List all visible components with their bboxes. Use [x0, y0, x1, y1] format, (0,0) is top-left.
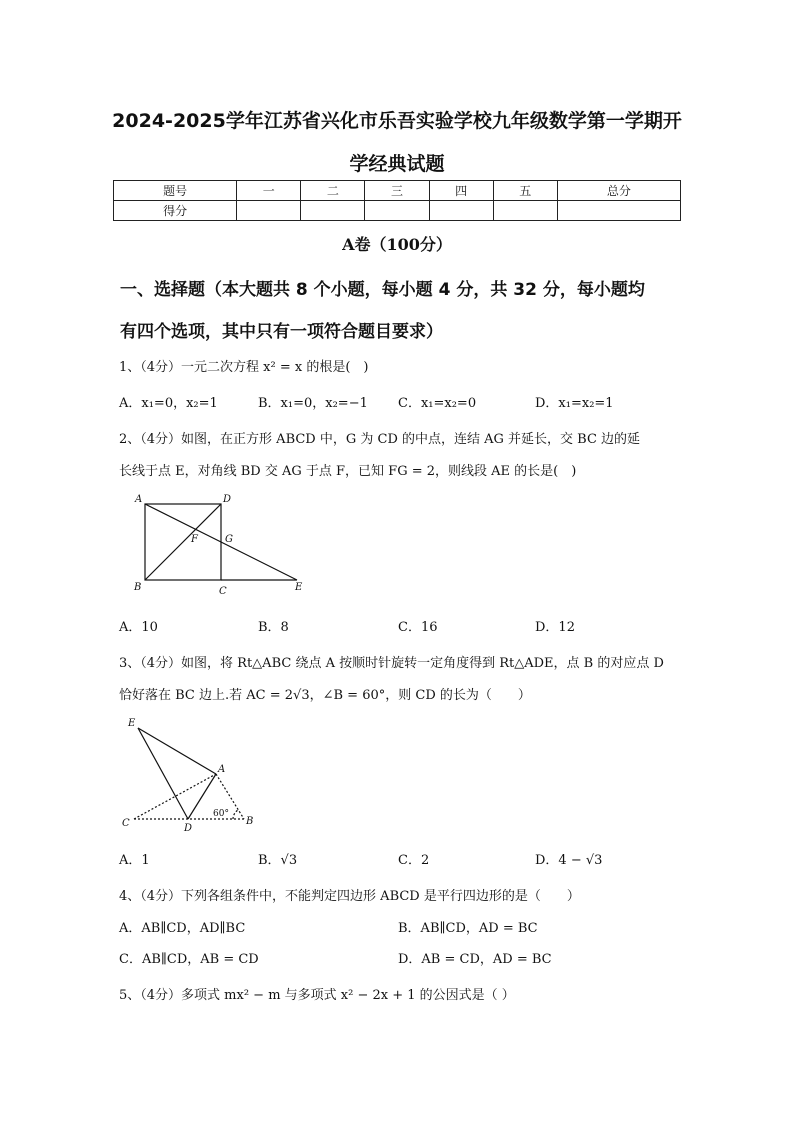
q3-option-d: D．4 − √3 [535, 853, 603, 868]
score-entry-cell [301, 201, 365, 221]
q3-option-b: B．√3 [258, 853, 298, 868]
q2-label-b: B [134, 582, 142, 593]
q2-option-d: D．12 [535, 620, 575, 635]
exam-title-line-1: 2024-2025学年江苏省兴化市乐吾实验学校九年级数学第一学期开 [112, 110, 682, 132]
q3-option-c: C．2 [398, 853, 430, 868]
q2-label-g: G [225, 534, 233, 545]
question-2-stem-line-2: 长线于点 E，对角线 BD 交 AG 于点 F，已知 FG = 2，则线段 AE 的长是( ) [119, 464, 577, 479]
question-4-stem: 4、（4分）下列各组条件中，不能判定四边形 ABCD 是平行四边形的是（ ） [119, 889, 580, 904]
q2-option-a: A．10 [119, 620, 158, 635]
q2-label-c: C [219, 586, 227, 597]
q2-option-b: B．8 [258, 620, 289, 635]
q2-square-figure [125, 490, 315, 600]
section-heading-line-2: 有四个选项，其中只有一项符合题目要求） [120, 322, 443, 342]
q4-option-b: B．AB∥CD，AD = BC [398, 921, 538, 936]
score-entry-cell [557, 201, 680, 221]
score-header-cell: 一 [237, 181, 301, 201]
score-table-score-row [114, 201, 681, 221]
exam-title-line-2: 学经典试题 [349, 153, 445, 175]
q3-rotation-figure [120, 712, 270, 837]
question-1-stem: 1、（4分）一元二次方程 x² = x 的根是( ) [119, 360, 369, 375]
question-3-stem-line-2: 恰好落在 BC 边上.若 AC = 2√3，∠B = 60°，则 CD 的长为（ ） [119, 688, 531, 703]
score-header-cell: 四 [429, 181, 493, 201]
q2-option-c: C．16 [398, 620, 438, 635]
score-header-cell: 三 [365, 181, 429, 201]
q1-option-d: D．x₁=x₂=1 [535, 396, 614, 411]
q3-angle-label: 60° [213, 809, 229, 819]
question-2-stem-line-1: 2、（4分）如图，在正方形 ABCD 中，G 为 CD 的中点，连结 AG 并延长，交 BC 边的延 [119, 432, 641, 447]
section-heading-line-1: 一、选择题（本大题共 8 个小题，每小题 4 分，共 32 分，每小题均 [120, 280, 645, 300]
q1-option-b: B．x₁=0，x₂=−1 [258, 396, 368, 411]
q4-option-c: C．AB∥CD，AB = CD [119, 952, 259, 967]
score-entry-cell [429, 201, 493, 221]
score-table-header-row [114, 181, 681, 201]
q3-label-a: A [218, 764, 226, 775]
q3-label-b: B [246, 816, 254, 827]
score-entry-cell [237, 201, 301, 221]
score-header-cell: 二 [301, 181, 365, 201]
question-3-stem-line-1: 3、（4分）如图，将 Rt△ABC 绕点 A 按顺时针旋转一定角度得到 Rt△ADE，点 B 的对应点 D [119, 656, 664, 671]
q2-label-a: A [135, 494, 143, 505]
score-table [113, 180, 681, 221]
score-entry-cell [493, 201, 557, 221]
score-header-cell: 题号 [114, 181, 237, 201]
q3-label-c: C [122, 818, 130, 829]
q3-label-d: D [184, 823, 193, 834]
question-5-stem: 5、（4分）多项式 mx² − m 与多项式 x² − 2x + 1 的公因式是（ ） [119, 988, 515, 1003]
score-entry-cell [365, 201, 429, 221]
paper-part-subtitle: A卷（100分） [342, 235, 452, 254]
q2-label-d: D [223, 494, 232, 505]
q4-option-d: D．AB = CD，AD = BC [398, 952, 552, 967]
q2-label-f: F [191, 534, 198, 545]
q4-option-a: A．AB∥CD，AD∥BC [119, 921, 246, 936]
q2-label-e: E [295, 582, 303, 593]
q1-option-a: A．x₁=0，x₂=1 [119, 396, 218, 411]
q3-label-e: E [128, 718, 136, 729]
q3-option-a: A．1 [119, 853, 150, 868]
score-header-cell: 总分 [557, 181, 680, 201]
score-header-cell: 五 [493, 181, 557, 201]
q1-option-c: C．x₁=x₂=0 [398, 396, 477, 411]
score-row-label: 得分 [114, 201, 237, 221]
